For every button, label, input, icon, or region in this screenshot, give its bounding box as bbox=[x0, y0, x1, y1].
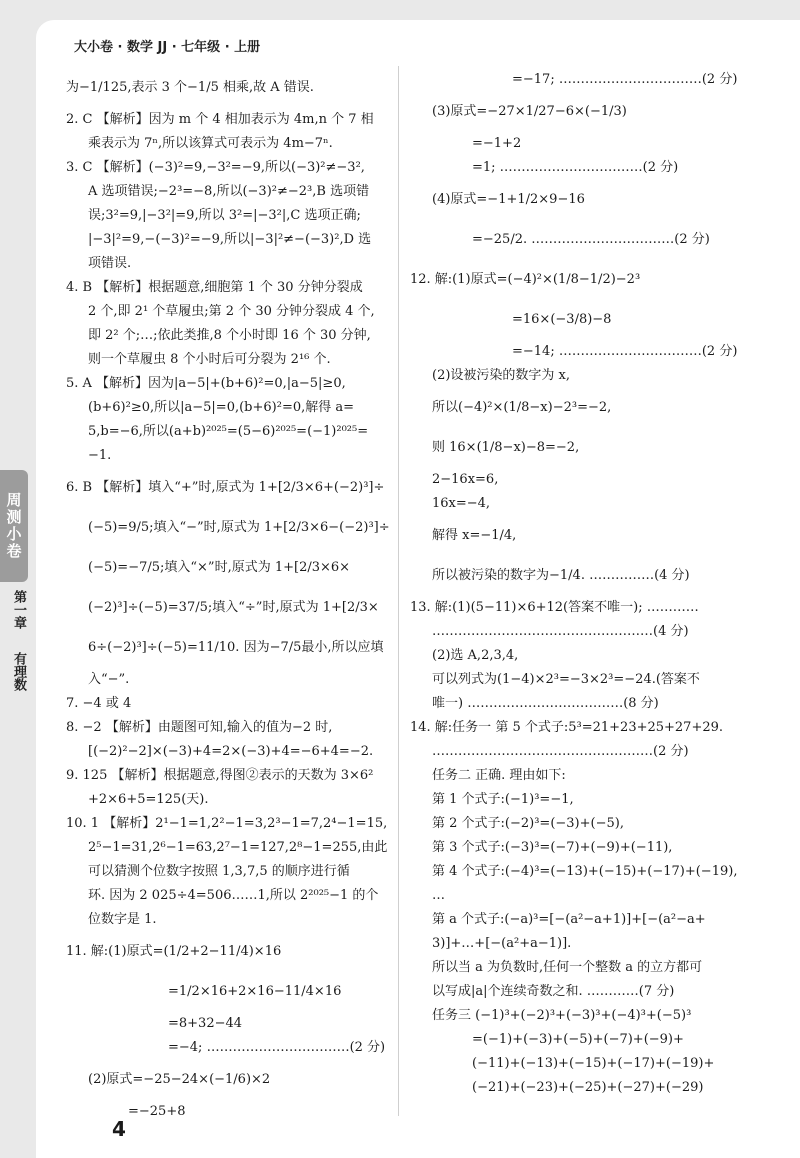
answer-line: 2⁵−1=31,2⁶−1=63,2⁷−1=127,2⁸−1=255,由此 bbox=[88, 840, 388, 855]
answer-line: (−21)+(−23)+(−25)+(−27)+(−29) bbox=[472, 1080, 704, 1095]
answer-line: =−17; ……………………………(2 分) bbox=[512, 72, 738, 87]
answer-line: =16×(−3/8)−8 bbox=[512, 312, 612, 327]
answer-line: 6÷(−2)³]÷(−5)=11/10. 因为−7/5最小,所以应填 bbox=[88, 640, 384, 655]
answer-line: 乘表示为 7ⁿ,所以该算式可表示为 4m−7ⁿ. bbox=[88, 136, 333, 151]
answer-line: (−5)=−7/5;填入“×”时,原式为 1+[2/3×6× bbox=[88, 560, 351, 575]
side-tab-weekly-quiz: 周测小卷 bbox=[0, 470, 28, 582]
answer-line: −1. bbox=[88, 448, 112, 463]
answer-line: 6. B 【解析】填入“+”时,原式为 1+[2/3×6+(−2)³]÷ bbox=[66, 480, 385, 495]
answer-line: =−14; ……………………………(2 分) bbox=[512, 344, 738, 359]
answer-line: 11. 解:(1)原式=(1/2+2−11/4)×16 bbox=[66, 944, 282, 959]
answer-line: 即 2² 个;…;依此类推,8 个小时即 16 个 30 分钟, bbox=[88, 328, 371, 343]
answer-line: 第 a 个式子:(−a)³=[−(a²−a+1)]+[−(a²−a+ bbox=[432, 912, 706, 927]
answer-line: =−4; ……………………………(2 分) bbox=[168, 1040, 386, 1055]
answer-line: 可以列式为(1−4)×2³=−3×2³=−24.(答案不 bbox=[432, 672, 700, 687]
column-divider bbox=[398, 66, 399, 1116]
answer-line: =−25/2. ……………………………(2 分) bbox=[472, 232, 710, 247]
answer-line: ……………………………………………(4 分) bbox=[432, 624, 689, 639]
answer-line: (3)原式=−27×1/27−6×(−1/3) bbox=[432, 104, 627, 119]
answer-line: 所以(−4)²×(1/8−x)−2³=−2, bbox=[432, 400, 612, 415]
answer-line: 所以被污染的数字为−1/4. ……………(4 分) bbox=[432, 568, 690, 583]
answer-line: (2)设被污染的数字为 x, bbox=[432, 368, 571, 383]
answer-line: 12. 解:(1)原式=(−4)²×(1/8−1/2)−2³ bbox=[410, 272, 641, 287]
answer-line: 7. −4 或 4 bbox=[66, 696, 132, 711]
left-column bbox=[66, 68, 392, 1124]
answer-line: 唯一) ………………………………(8 分) bbox=[432, 696, 659, 711]
answer-line: =(−1)+(−3)+(−5)+(−7)+(−9)+ bbox=[472, 1032, 684, 1047]
answer-line: 解得 x=−1/4, bbox=[432, 528, 517, 543]
answer-line: 第 4 个式子:(−4)³=(−13)+(−15)+(−17)+(−19), bbox=[432, 864, 738, 879]
answer-line: 第 3 个式子:(−3)³=(−7)+(−9)+(−11), bbox=[432, 840, 673, 855]
answer-line: 14. 解:任务一 第 5 个式子:5³=21+23+25+27+29. bbox=[410, 720, 724, 735]
answer-line: 任务二 正确. 理由如下: bbox=[432, 768, 566, 783]
right-column bbox=[410, 68, 764, 1100]
answer-line: =8+32−44 bbox=[168, 1016, 243, 1031]
answer-line: 项错误. bbox=[88, 256, 132, 271]
answer-line: 2−16x=6, bbox=[432, 472, 499, 487]
answer-line: (2)选 A,2,3,4, bbox=[432, 648, 519, 663]
answer-page bbox=[36, 20, 800, 1158]
answer-line: 9. 125 【解析】根据题意,得图②表示的天数为 3×6² bbox=[66, 768, 374, 783]
answer-line: =1; ……………………………(2 分) bbox=[472, 160, 679, 175]
answer-line: 则 16×(1/8−x)−8=−2, bbox=[432, 440, 580, 455]
answer-line: 环. 因为 2 025÷4=506……1,所以 2²⁰²⁵−1 的个 bbox=[88, 888, 379, 903]
answer-line: [(−2)²−2]×(−3)+4=2×(−3)+4=−6+4=−2. bbox=[88, 744, 374, 759]
answer-line: 可以猜测个位数字按照 1,3,7,5 的顺序进行循 bbox=[88, 864, 350, 879]
answer-line: 5,b=−6,所以(a+b)²⁰²⁵=(5−6)²⁰²⁵=(−1)²⁰²⁵= bbox=[88, 424, 369, 439]
answer-line: 为−1/125,表示 3 个−1/5 相乘,故 A 错误. bbox=[66, 80, 314, 95]
answer-line: =−25+8 bbox=[128, 1104, 186, 1119]
answer-line: (4)原式=−1+1/2×9−16 bbox=[432, 192, 585, 207]
page-header: 大小卷 · 数学 JJ · 七年级 · 上册 bbox=[74, 40, 261, 55]
answer-line: 5. A 【解析】因为|a−5|+(b+6)²=0,|a−5|≥0, bbox=[66, 376, 346, 391]
answer-line: +2×6+5=125(天). bbox=[88, 792, 209, 807]
answer-line: 第 2 个式子:(−2)³=(−3)+(−5), bbox=[432, 816, 624, 831]
answer-line: 入“−”. bbox=[88, 672, 130, 687]
answer-line: =−1+2 bbox=[472, 136, 522, 151]
answer-line: 则一个草履虫 8 个小时后可分裂为 2¹⁶ 个. bbox=[88, 352, 331, 367]
answer-line: =1/2×16+2×16−11/4×16 bbox=[168, 984, 342, 999]
answer-line: ……………………………………………(2 分) bbox=[432, 744, 689, 759]
answer-line: (−11)+(−13)+(−15)+(−17)+(−19)+ bbox=[472, 1056, 715, 1071]
side-topic-label: 有理数 bbox=[11, 652, 26, 691]
answer-line: 位数字是 1. bbox=[88, 912, 157, 927]
answer-line: 2 个,即 2¹ 个草履虫;第 2 个 30 分钟分裂成 4 个, bbox=[88, 304, 375, 319]
answer-line: 8. −2 【解析】由题图可知,输入的值为−2 时, bbox=[66, 720, 333, 735]
answer-line: 误;3²=9,|−3²|=9,所以 3²=|−3²|,C 选项正确; bbox=[88, 208, 361, 223]
answer-line: (b+6)²≥0,所以|a−5|=0,(b+6)²=0,解得 a= bbox=[88, 400, 355, 415]
answer-line: 任务三 (−1)³+(−2)³+(−3)³+(−4)³+(−5)³ bbox=[432, 1008, 692, 1023]
answer-line: 13. 解:(1)(5−11)×6+12(答案不唯一); ………… bbox=[410, 600, 699, 615]
answer-line: 10. 1 【解析】2¹−1=1,2²−1=3,2³−1=7,2⁴−1=15, bbox=[66, 816, 388, 831]
answer-line: 以写成|a|个连续奇数之和. …………(7 分) bbox=[432, 984, 675, 999]
answer-line: 4. B 【解析】根据题意,细胞第 1 个 30 分钟分裂成 bbox=[66, 280, 363, 295]
answer-line: 2. C 【解析】因为 m 个 4 相加表示为 4m,n 个 7 相 bbox=[66, 112, 374, 127]
answer-line: 所以当 a 为负数时,任何一个整数 a 的立方都可 bbox=[432, 960, 703, 975]
answer-line: (−2)³]÷(−5)=37/5;填入“÷”时,原式为 1+[2/3× bbox=[88, 600, 379, 615]
answer-line: |−3|²=9,−(−3)²=−9,所以|−3|²≠−(−3)²,D 选 bbox=[88, 232, 372, 247]
answer-line: 16x=−4, bbox=[432, 496, 491, 511]
answer-line: 3. C 【解析】(−3)²=9,−3²=−9,所以(−3)²≠−3², bbox=[66, 160, 365, 175]
page-number: 4 bbox=[112, 1117, 126, 1141]
answer-line: 3)]+…+[−(a²+a−1)]. bbox=[432, 936, 572, 951]
answer-line: … bbox=[432, 888, 445, 903]
answer-line: 第 1 个式子:(−1)³=−1, bbox=[432, 792, 574, 807]
answer-line: (−5)=9/5;填入“−”时,原式为 1+[2/3×6−(−2)³]÷ bbox=[88, 520, 390, 535]
answer-line: (2)原式=−25−24×(−1/6)×2 bbox=[88, 1072, 271, 1087]
answer-line: A 选项错误;−2³=−8,所以(−3)²≠−2³,B 选项错 bbox=[88, 184, 370, 199]
side-chapter-label: 第一章 bbox=[11, 590, 26, 629]
